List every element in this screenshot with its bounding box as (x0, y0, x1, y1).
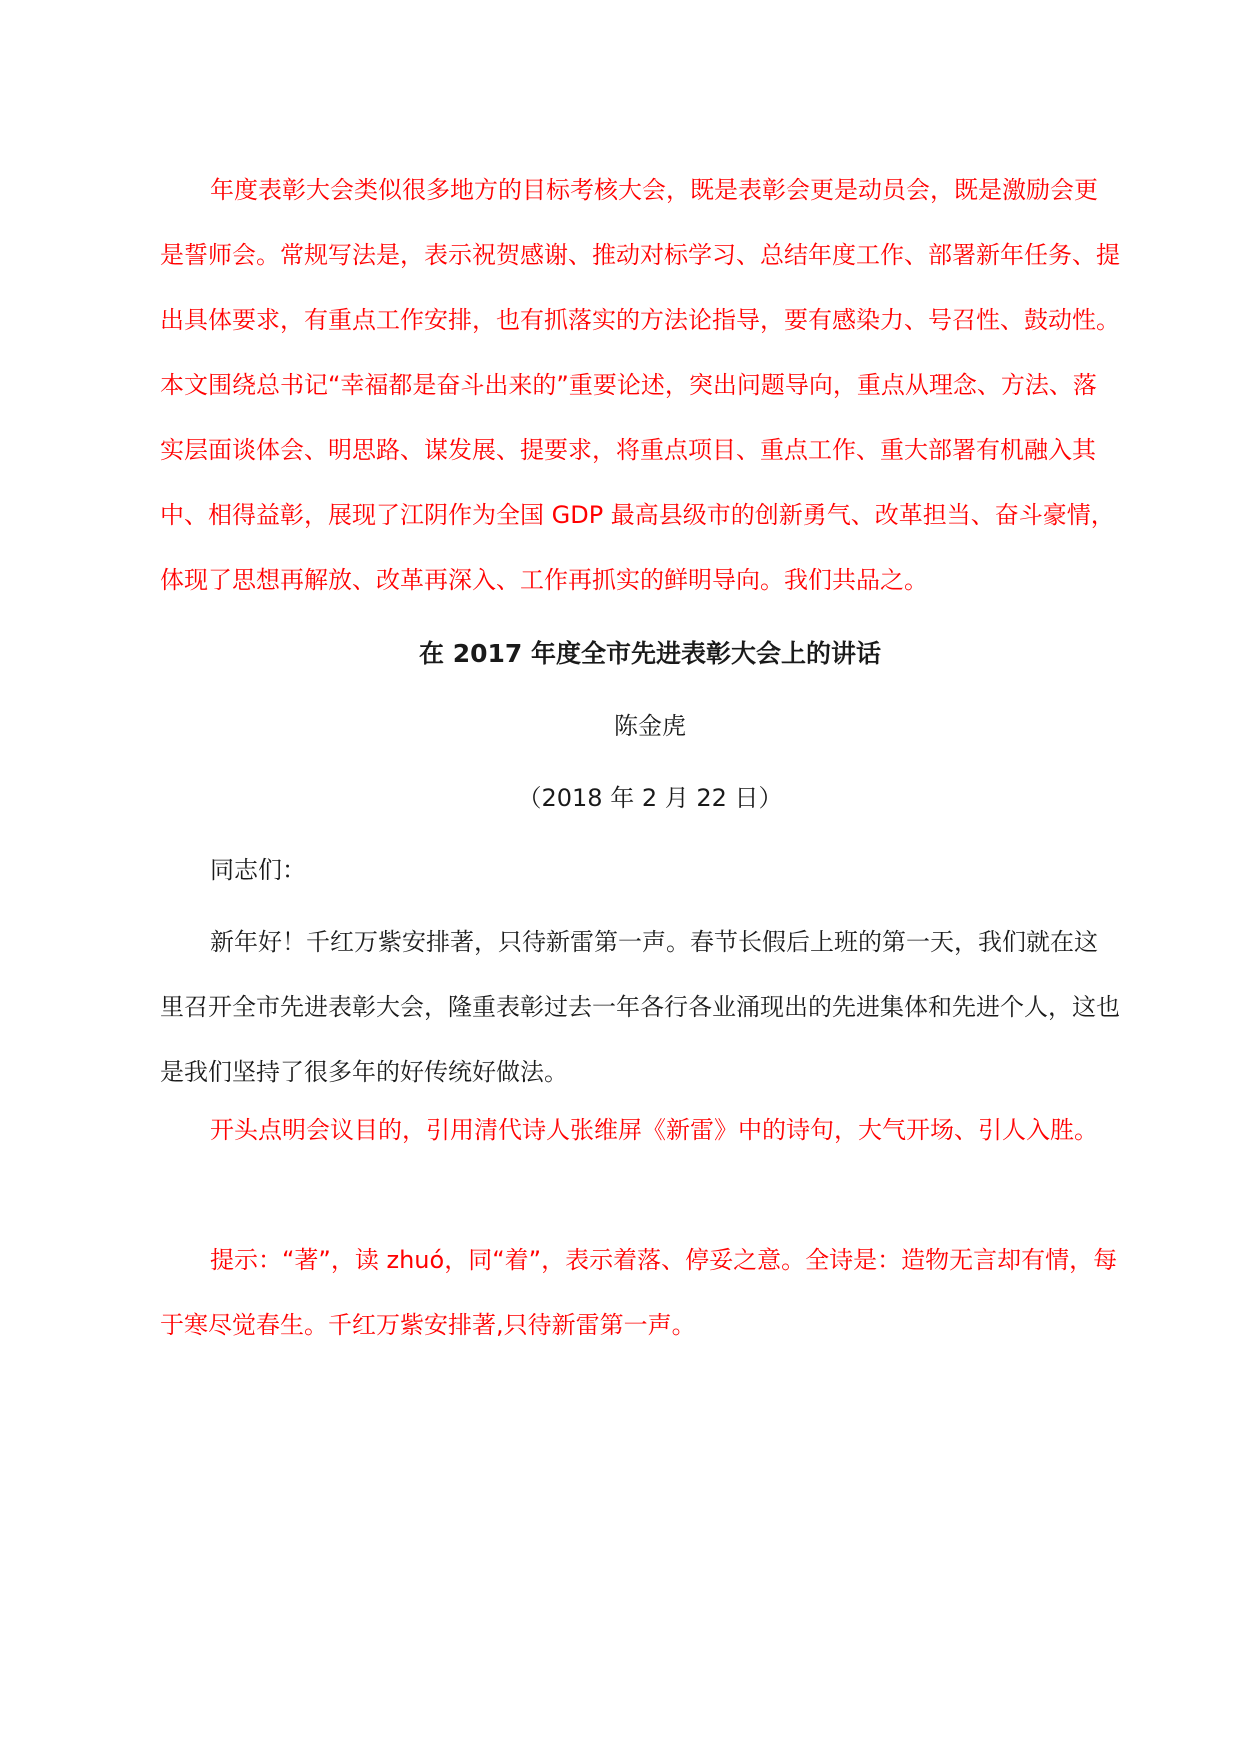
speech-paragraph: 新年好！千红万紫安排著，只待新雷第一声。春节长假后上班的第一天，我们就在这里召开全市先进表彰大会，隆重表彰过去一年各行各业涌现出的先进集体和先进个人，这也是我们坚持了很多年的好传统好做法。 (160, 928, 1120, 1086)
intro-commentary: 年度表彰大会类似很多地方的目标考核大会，既是表彰会更是动员会，既是激励会更是誓师会。常规写法是，表示祝贺感谢、推动对标学习、总结年度工作、部署新年任务、提出具体要求，有重点工作安排，也有抓落实的方法论指导，要有感染力、号召性、鼓动性。本文围绕总书记“幸福都是奋斗出来的”重要论述，突出问题导向，重点从理念、方法、落实层面谈体会、明思路、谋发展、提要求，将重点项目、重点工作、重大部署有机融入其中、相得益彰，展现了江阴作为全国 GDP 最高县级市的创新勇气、改革担当、奋斗豪情，体现了思想再解放、改革再深入、工作再抓实的鲜明导向。我们共品之。 (160, 176, 1120, 594)
salutation: 同志们： (210, 856, 306, 884)
speech-date: （2018 年 2 月 22 日） (517, 784, 783, 812)
speech-author: 陈金虎 (614, 712, 686, 740)
commentary-note: 开头点明会议目的，引用清代诗人张维屏《新雷》中的诗句，大气开场、引人入胜。 (210, 1116, 1098, 1144)
speech-title: 在 2017 年度全市先进表彰大会上的讲话 (419, 639, 881, 668)
commentary-hint: 提示：“著”，读 zhuó，同“着”，表示着落、停妥之意。全诗是：造物无言却有情，每于寒尽觉春生。千红万紫安排著,只待新雷第一声。 (160, 1246, 1118, 1339)
